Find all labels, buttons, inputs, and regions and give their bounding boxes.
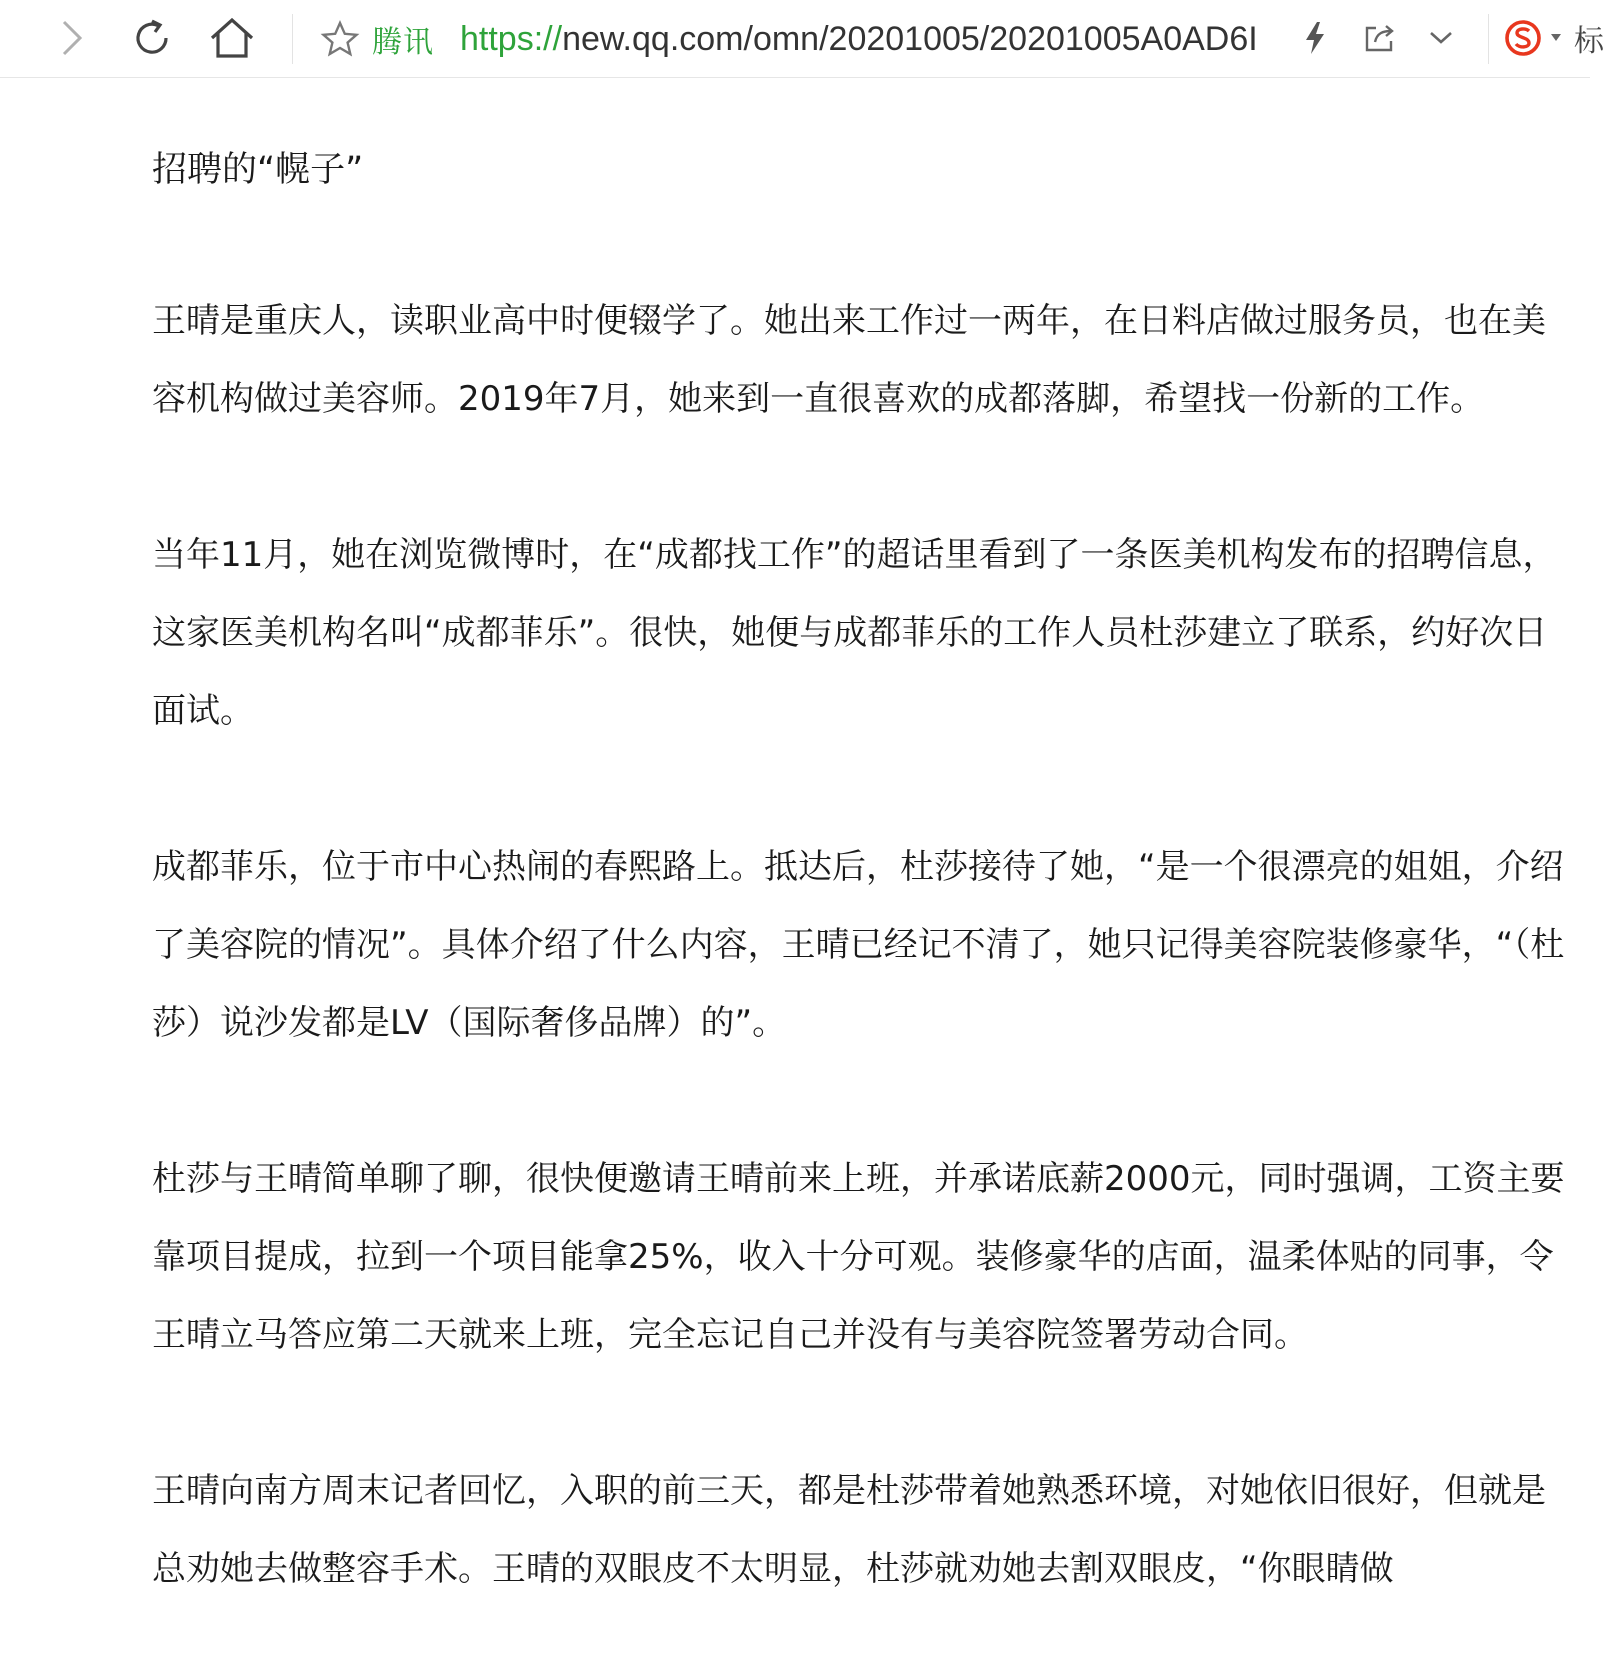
chevron-right-icon [58,18,86,58]
search-engine-button[interactable] [1500,8,1572,68]
overflow-button[interactable] [1574,8,1604,68]
article-paragraph: 成都菲乐，位于市中心热闹的春熙路上。抵达后，杜莎接待了她，“是一个很漂亮的姐姐，介绍了美容院的情况”。具体介绍了什么内容，王晴已经记不清了，她只记得美容院装修豪华，“（杜莎）说沙发都是LV（国际奢侈品牌）的”。 [152,847,1565,1043]
url-path: new.qq.com/omn/20201005/20201005A0AD6I [562,19,1258,58]
article-paragraph: 王晴是重庆人，读职业高中时便辍学了。她出来工作过一两年，在日料店做过服务员，也在美容机构做过美容师。2019年7月，她来到一直很喜欢的成都落脚，希望找一份新的工作。 [152,301,1546,419]
share-button[interactable] [1356,8,1404,68]
article-paragraph: 当年11月，她在浏览微博时，在“成都找工作”的超话里看到了一条医美机构发布的招聘信息，这家医美机构名叫“成都菲乐”。很快，她便与成都菲乐的工作人员杜莎建立了联系，约好次日面试。 [152,535,1557,731]
article-paragraph: 杜莎与王晴简单聊了聊，很快便邀请王晴前来上班，并承诺底薪2000元，同时强调，工资主要靠项目提成，拉到一个项目能拿25%，收入十分可观。装修豪华的店面，温柔体贴的同事，令王晴立马答应第二天就来上班，完全忘记自己并没有与美容院签署劳动合同。 [152,1159,1565,1355]
browser-toolbar [0,0,1604,78]
reload-icon [130,16,174,60]
sogou-icon [1503,16,1569,60]
toolbar-divider [1488,14,1489,64]
section-title: 招聘的“幌子” [152,150,364,190]
article-paragraph: 王晴向南方周末记者回忆，入职的前三天，都是杜莎带着她熟悉环境，对她依旧很好，但就是总劝她去做整容手术。王晴的双眼皮不太明显，杜莎就劝她去割双眼皮，“你眼睛做 [152,1471,1546,1589]
url-scheme: https:// [460,19,563,58]
speed-mode-button[interactable] [1292,8,1338,68]
home-icon [209,16,255,60]
lightning-icon [1302,20,1328,56]
reload-button[interactable] [122,8,182,68]
forward-button[interactable] [50,8,94,68]
site-badge: 腾讯 [372,25,434,60]
chevron-down-icon [1427,29,1455,47]
toolbar-divider [292,14,293,64]
url-text[interactable] [460,20,1260,59]
star-icon[interactable] [318,17,362,61]
address-bar[interactable] [318,8,1262,70]
overflow-label: 标 [1574,24,1604,59]
article-body [152,130,1572,1608]
share-icon [1363,22,1397,54]
address-dropdown-button[interactable] [1418,8,1464,68]
home-button[interactable] [200,8,264,68]
